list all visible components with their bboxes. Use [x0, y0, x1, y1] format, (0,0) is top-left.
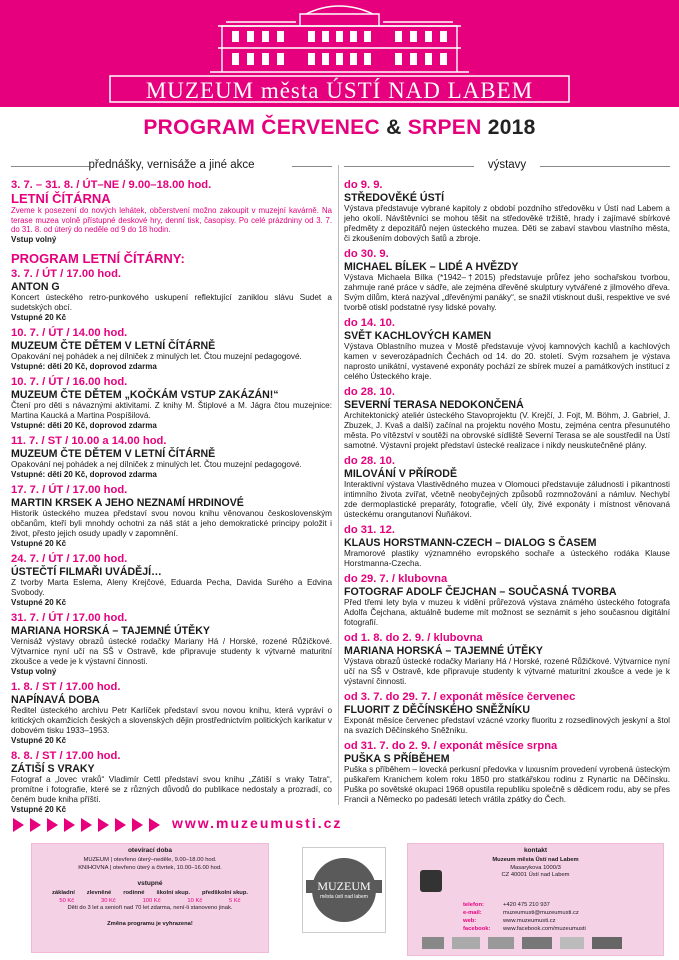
admission-heads: základní zlevněné rodinné školní skup. předškolní skup.: [51, 890, 249, 896]
exhibition-item: [344, 740, 670, 805]
event-date: od 1. 8. do 2. 9. / klubovna: [344, 632, 483, 644]
contact-name: Muzeum města Ústí nad Labem: [492, 857, 579, 863]
event-description: Z tvorby Marta Eslema, Aleny Krejčové, Eduarda Pecha, Davida Surého a Edvina Svobody.: [11, 577, 332, 597]
event-title: MUZEUM ČTE DĚTEM V LETNÍ ČÍTÁRNĚ: [11, 339, 216, 352]
event-title: ANTON G: [11, 280, 60, 293]
event-title: MUZEUM ČTE DĚTEM „KOČKÁM VSTUP ZAKÁZÁN!“: [11, 388, 279, 401]
museum-title: MUZEUM města ÚSTÍ NAD LABEM: [145, 78, 534, 103]
event-price: Vstup volný: [11, 666, 57, 676]
event-date: do 29. 7. / klubovna: [344, 573, 448, 585]
event-description: Výstava představuje vybrané kapitoly z období pozdního středověku v Ústí nad Labem a jeho okolí. Návštěvníci se mohou těšit na středověké tržiště, hrady i zajímavé sbírkové předměty z depozitářů nejen ústeckého muzea. Děti se zabaví stavbou vlastního města, či zkoušením dobových šatů a zbroje.: [344, 204, 670, 243]
event-date: od 3. 7. do 29. 7. / exponát měsíce červenec: [344, 691, 576, 703]
sponsor-logos: [422, 937, 622, 949]
hours-line-1: MUZEUM | otevřeno úterý–neděle, 9.00–18.00 hod.: [83, 857, 217, 863]
event-title: ZÁTIŠÍ S VRAKY: [11, 762, 95, 775]
event-title: STŘEDOVĚKÉ ÚSTÍ: [344, 192, 445, 204]
event-date: do 28. 10.: [344, 386, 395, 398]
event-price: Vstup volný: [11, 234, 57, 244]
event-description: Výstava Oblastního muzea v Mostě představuje vývoj kamnových kachlů a kachlových kamen v severozápadních Čechách od 14. do 20. století. Svým rozsahem je výstava naprosto unikátní, vystavené exponáty pochází ze sbírek muzeí a památkových institucí z celého Ústeckého kraje.: [344, 342, 670, 381]
event-date: do 31. 12.: [344, 524, 395, 536]
event-date: 11. 7. / ST / 10.00 a 14.00 hod.: [11, 434, 167, 447]
event-description: Výstava obrazů ústecké rodačky Mariany Há / Horské, rozené Růžičkové. Výtvarnice nyní učí na SŠ v Ostravě, kde připravuje studenty k výtvarné maturitní zkoušce a vede je k výstavní činnosti.: [344, 657, 670, 686]
admission-note: Děti do 3 let a senioři nad 70 let zdarma, není-li stanoveno jinak.: [67, 905, 233, 911]
event-date: 24. 7. / ÚT / 17.00 hod.: [11, 552, 128, 565]
exhibition-item: [344, 573, 670, 628]
event-title: MARIANA HORSKÁ – TAJEMNÉ ÚTĚKY: [344, 645, 543, 657]
event-title: MUZEUM ČTE DĚTEM V LETNÍ ČÍTÁRNĚ: [11, 447, 216, 460]
event-item: [11, 435, 332, 480]
exhibition-item: [344, 179, 670, 244]
hours-line-2: KNIHOVNA | otevřeno úterý a čtvrtek, 10.00–16.00 hod.: [78, 864, 222, 871]
event-date: 3. 7. / ÚT / 17.00 hod.: [11, 267, 122, 280]
section-heading: PROGRAM LETNÍ ČÍTÁRNY:: [11, 250, 185, 266]
event-item: [11, 327, 332, 372]
event-item: [11, 553, 332, 608]
event-title: MARIANA HORSKÁ – TAJEMNÉ ÚTĚKY: [11, 624, 210, 637]
left-column-heading: přednášky, vernisáže a jiné akce: [11, 159, 332, 171]
event-item: [11, 484, 332, 549]
event-date: do 28. 10.: [344, 455, 395, 467]
event-date: do 9. 9.: [344, 179, 383, 191]
event-description: Ředitel ústeckého archivu Petr Karlíček představí svou novou knihu, která vypráví o kritických okamžicích českých a slovenských dějin prostřednictvím politických karikatur v dobovém tisku 1933–1953.: [11, 705, 332, 735]
event-description: Výstava Michaela Bílka (*1942–†2015) představuje průřez jeho sochařskou tvorbou, zahrnuje rané práce v sádře, ale zejména dřevěné skulptury vytvářené z jilmového dřeva. Svým dílům, která nazýval „dřevěnými panáky“, se snažil vtisknout duši, respektive ve své tvorbě otiskl podstatné rysy lidské povahy.: [344, 273, 670, 312]
events-column: [11, 177, 332, 819]
contact-address-1: Masarykova 1000/3: [510, 864, 561, 871]
event-item: [11, 681, 332, 746]
event-description: Fotograf a „lovec vraků“ Vladimír Cettl představí svou knihu „Zátiší s vraky Tatra“, promítne i fotografie, které se z různých důvodů do publikace nedostaly a prozradí, co čeném bude kniha příští.: [11, 774, 332, 804]
event-item: [11, 376, 332, 431]
event-title: KLAUS HORSTMANN-CZECH – DIALOG S ČASEM: [344, 537, 597, 549]
exhibition-item: [344, 386, 670, 451]
event-date: od 31. 7. do 2. 9. / exponát měsíce srpna: [344, 740, 558, 752]
change-note: Změna programu je vyhrazena!: [107, 920, 193, 927]
event-item: [11, 268, 332, 323]
event-price: Vstupné 20 Kč: [11, 312, 67, 322]
event-description: Koncert ústeckého retro-punkového uskupení reflektující zaniklou slávu Sudet a sudetských obcí.: [11, 292, 332, 312]
event-date: do 14. 10.: [344, 317, 395, 329]
program-title: PROGRAM ČERVENEC & SRPEN 2018: [143, 116, 536, 139]
event-title: SEVERNÍ TERASA NEDOKONČENÁ: [344, 399, 524, 411]
header-banner: [0, 0, 679, 107]
event-price: Vstupné 20 Kč: [11, 538, 67, 548]
website-link[interactable]: www.muzeumusti.cz: [172, 815, 343, 831]
event-price: Vstupné: děti 20 Kč, doprovod zdarma: [11, 420, 157, 430]
event-description: Exponát měsíce červenec představí vzácné vzorky fluoritu z rozsedlinových jeskyní a štol na svazích Děčínského Sněžníku.: [344, 716, 670, 735]
exhibition-item: [344, 691, 670, 736]
event-price: Vstupné: děti 20 Kč, doprovod zdarma: [11, 361, 157, 371]
event-title: LETNÍ ČÍTÁRNA: [11, 191, 111, 206]
event-description: Opakování nej pohádek a nej dílniček z minulých let. Čtou muzejní pedagogové.: [11, 351, 302, 361]
hours-box: otevírací doba MUZEUM | otevřeno úterý–neděle, 9.00–18.00 hod. KNIHOVNA | otevřeno úterý a čtvrtek, 10.00–16.00 hod. vstupné základní zlevněné rodinné školní skup. předškolní skup. 50 Kč 30 Kč 100 Kč 10 Kč 5 Kč Děti do 3 let a senioři nad 70 let zdarma, není-li stanoveno jinak. Změna programu je vyhrazena!: [31, 843, 269, 953]
exhibition-item: [344, 632, 670, 687]
event-title: FOTOGRAF ADOLF ČEJCHAN – SOUČASNÁ TVORBA: [344, 586, 617, 598]
event-date: 3. 7. – 31. 8. / ÚT–NE / 9.00–18.00 hod.: [11, 179, 212, 191]
event-date: do 30. 9.: [344, 248, 389, 260]
event-price: Vstupné 20 Kč: [11, 804, 67, 814]
event-date: 8. 8. / ST / 17.00 hod.: [11, 749, 121, 762]
event-description: Architektonický ateliér ústeckého Stavoprojektu (V. Krejčí, J. Fojt, M. Böhm, J. Gabriel, J. Zbuzek, J. Kvaš a další) začínal na projektu nového Mostu, zejména centra přesunutého města. Po vítězství v soutěži na obrovské sídliště Severní Terasa se ale soustředil na Ústí samotné. Výstavní projekt představí ústecké realizace i nikdy neuskutečněné plány.: [344, 411, 670, 450]
exhibition-item: [344, 248, 670, 313]
right-column-heading: výstavy: [344, 159, 670, 171]
event-date: 10. 7. / ÚT / 16.00 hod.: [11, 375, 128, 388]
admission-prices: 50 Kč 30 Kč 100 Kč 10 Kč 5 Kč: [59, 897, 241, 904]
event-price: Vstupné 20 Kč: [11, 735, 67, 745]
event-description: Mramorové plastiky významného evropského sochaře a ústeckého rodáka Klause Horstmanna-Czecha.: [344, 549, 670, 568]
event-item: [11, 612, 332, 677]
column-divider: [338, 165, 339, 805]
event-price: Vstupné: děti 20 Kč, doprovod zdarma: [11, 469, 157, 479]
event-title: MARTIN KRSEK A JEHO NEZNAMÍ HRDINOVÉ: [11, 496, 244, 509]
event-description: Před třemi lety byla v muzeu k vidění průřezová výstava známého ústeckého fotografa Adolfa Čejchana, aktuálně budeme mít možnost se seznámit s jeho současnou digitální fotografií.: [344, 598, 670, 627]
event-description: Interaktivní výstava Vlastivědného muzea v Olomouci představuje záludnosti i pikantnosti intimního života zvířat, včetně neobyčejných způsobů rozmnožování a námluv. Nechybí zde dermoplastické preparáty, fotografie, včelí úly, živé exponáty i místnost věnovaná ústeckému orangutanovi Ňuňákovi.: [344, 480, 670, 519]
contact-values[interactable]: +420 475 210 937 muzeumusti@muzeumusti.cz www.muzeumusti.cz www.facebook.com/muzeumusti: [503, 902, 586, 932]
event-description: Historik ústeckého muzea představí svou novou knihu věnovanou československým občanům, kteří byli mnohdy ochotni za náš stát a jeho demokratické principy položit i život, přesto jejich osudy upadly v zapomnění.: [11, 508, 332, 538]
event-description: Čtení pro děti s návaznými aktivitami. Z knihy M. Štiplové a M. Jágra čtou muzejnice: Martina Kaucká a Martina Pospíšilová.: [11, 400, 332, 420]
event-date: 10. 7. / ÚT / 14.00 hod.: [11, 326, 128, 339]
contact-address-2: CZ 40001 Ústí nad Labem: [501, 872, 570, 878]
partner-logo-icon: [420, 870, 442, 892]
contact-box: kontakt Muzeum města Ústí nad Labem Masarykova 1000/3 CZ 40001 Ústí nad Labem telefon: e-mail: web: facebook: +420 475 210 937 muzeumusti@muzeumusti.cz www.muzeumusti.cz www.facebook.com/muzeumusti: [407, 843, 664, 956]
event-title: SVĚT KACHLOVÝCH KAMEN: [344, 330, 492, 342]
event-price: Vstupné 20 Kč: [11, 597, 67, 607]
exhibition-item: [344, 455, 670, 520]
arrows-decoration: [13, 817, 163, 833]
exhibition-item: [344, 317, 670, 382]
event-title: FLUORIT Z DĚČÍNSKÉHO SNĚŽNÍKU: [344, 704, 530, 716]
event-title: PUŠKA S PŘÍBĚHEM: [344, 753, 450, 765]
event-description: Vernisáž výstavy obrazů ústecké rodačky Mariany Há / Horské, rozené Růžičkové. Výtvarnice nyní učí na SŠ v Ostravě, kde připravuje studenty k výtvarné maturitní zkoušce a vede je k výstavní činnosti.: [11, 636, 332, 666]
event-date: 17. 7. / ÚT / 17.00 hod.: [11, 483, 128, 496]
event-item: [11, 750, 332, 815]
contact-labels: telefon: e-mail: web: facebook:: [463, 902, 491, 932]
event-title: MICHAEL BÍLEK – LIDÉ A HVĚZDY: [344, 261, 519, 273]
event-item: [11, 179, 332, 245]
museum-logo: MUZEUM města ústí nad labem: [302, 847, 386, 933]
event-title: ÚSTEČTÍ FILMAŘI UVÁDĚJÍ…: [11, 565, 162, 578]
exhibitions-column: [344, 177, 670, 809]
event-description: Opakování nej pohádek a nej dílniček z minulých let. Čtou muzejní pedagogové.: [11, 459, 302, 469]
event-description: Zveme k posezení do nových lehátek, občerstvení možno zakoupit v muzejní kavárně. Na terase muzea volně přístupné deskové hry, denní tisk, časopisy. Po celé prázdniny od 3. 7. do 31. 8. od úterý do neděle od 9 do 18 hodin.: [11, 206, 332, 234]
event-description: Puška s příběhem – lovecká perkusní předovka v luxusním provedení vyrobená ústeckým puškařem Kranichem kolem roku 1850 pro statkářskou rodinu z Rynartic na Děčínsku. Puška po sovětské okupaci 1968 opustila republiku společně s dědicem rodu, aby se přes Francii a Německo po padesáti letech vrátila zpátky do Čech.: [344, 765, 670, 804]
exhibition-item: [344, 524, 670, 569]
event-title: MILOVÁNÍ V PŘÍRODĚ: [344, 468, 458, 480]
event-title: NAPÍNAVÁ DOBA: [11, 693, 100, 706]
event-date: 1. 8. / ST / 17.00 hod.: [11, 680, 121, 693]
event-date: 31. 7. / ÚT / 17.00 hod.: [11, 611, 128, 624]
